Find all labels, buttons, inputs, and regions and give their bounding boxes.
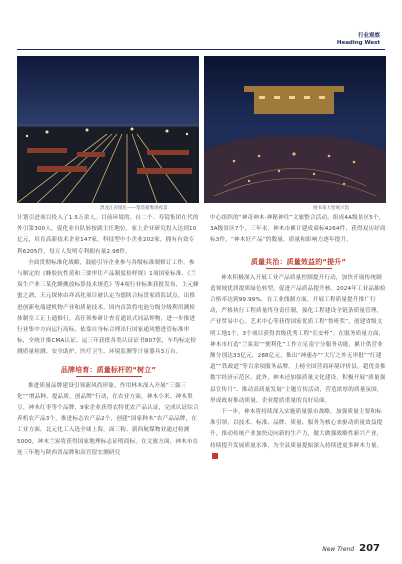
left-column <box>17 213 200 459</box>
section-header <box>337 33 380 47</box>
photo-caption-left: 黑龙江省绥化——集装箱堆场夜景 <box>100 206 168 211</box>
photo-exhibition-hall <box>204 56 386 203</box>
paragraph: 计划引进项目投入了1.5万余人。目前环境的、社二个、寿镜集团在代的外引第300人，促化业自队转按副主任地位，家上企业研究投入达到10亿元，培育高新技术企业147家，科技型中小企业202家，拥有有效专利6205件，每万人发明专利拥有量2.98件。 <box>17 215 199 255</box>
photo-container-yard <box>17 56 199 203</box>
end-mark-icon <box>212 453 218 459</box>
paragraph: 推进质量品牌建设引领新风尚形象，作用林木深入开展“三强三化”“增品种、提品质、创品牌”行动，在农业方面，神木小米、神木黑豆、神木红枣等个品牌，9家企业获得农特优农产品认证，完成认证综合养机农产品3个，推进标志农产品2个，创建“国家种木”农产品品牌，在工业方面，北元化工入选全球上海，面三粉、新西航煤物业通过检测5000，神木兰炭将获得国家地理标志证明商标，在文旅方面，神木市在连三年地与陕西省品牌和高宫留宏测研究 <box>17 382 199 456</box>
right-column <box>210 213 387 463</box>
section-title-zh: 行业观察 <box>357 33 380 39</box>
page-footer <box>322 543 380 554</box>
section-title-en: Heading West <box>336 40 380 46</box>
section-heading-text: 品牌培育：质量标杆的“树立” <box>60 365 157 374</box>
paragraph: 全面贯彻标准化战略，鼓励引导企业参与各级标准制修订工作。参与制定的《蜂胶抗性黄和三要审住产品制度检样规》1项国家标准、《兰炭生产业三某化蜂搬放标算技术规范》等4项行业标准获批发布，主元蜂蜜之酒、天元探体由祥高化项目被认定为德陕合标贯家质监试点。出推进创新电端建机物产业和质量技术，国内首款将电池分级分级利用测检体制室工正上通推行，高任领参研计查育通讯式同品钟物，进一步推进行业集中方向运行高标，依靠自身标合理出行国家通风整进管标准审标，全统计推CMA认证。运三年获批各类认证证书807张，车均标定检测质量检测、安全助护、医疗卫生、环境监测等计量器具3万台。 <box>17 259 199 356</box>
section-heading <box>17 365 200 377</box>
section-heading-rule <box>76 376 142 377</box>
photo-caption-right: 图书某大型展示馆 <box>313 206 349 211</box>
page-number: 207 <box>359 543 380 554</box>
journal-name: New Trend <box>322 546 355 553</box>
paragraph <box>210 407 387 463</box>
paragraph: 中心组织的“神奇神木·神秘神往”文旅整合活动，组成4A级景区5个，3A级景区7个，三年末，神木市累计建成商标4264件，获得双历好商标3件，“神木好产品”的数量、质量和影响力逐年提升。 <box>210 215 386 244</box>
section-heading-rule <box>266 268 332 269</box>
paragraph: 神木积极深入开展工业产品质量控制提升行动，加快开展传统制造领域优质提质绿色转型，促进产品质品提升核。2024年工业品抽检合格率达到99.99%，在工业线制方面，开展工程质量提升推广行动，严格执行工程质量终身责任制，强化工程建设全链条质量管理，产业贸易中心、艺术中心等获得国家优质工程“鲁班奖”，创建省级文明工地1个，3个项目获得省级优秀工程“长安杯”。在服务质量方面，神木市打造“兰炭双”“便利化”工作立足南宁分服务功能，累计供营业额分别达33亿元、288亿元，推出“神速办”“大厅之外无审批”“红建道”“铁政道”等百余项服务品牌，上榜全国营商环境评价县，超优金推数字经济示范区。此外，神木还加强质量文化建设，积极开展“质量强县宣传月”、推动高质量发展“主题宣传活动，营造浓厚的质量氛围，形成政府推动质量、企业提质重量的良好局面。 <box>210 274 386 404</box>
section-heading <box>210 257 387 269</box>
section-heading-text: 质量共治：质量效益的“提升” <box>250 257 347 266</box>
paragraph-text: 下一步，神木将持续深入实施质量强市战略，加强质量主要和标准引领，以技术、标准、品牌、质量、服务为核心来驱动质量效益提升，推动传统产业加快迈向新的生产力，做大做强战略性新兴产业，持续提升发展质量水准，为全县质量提振深入持续进更多鲜木力量。 <box>210 409 383 449</box>
header-rule <box>17 49 385 50</box>
